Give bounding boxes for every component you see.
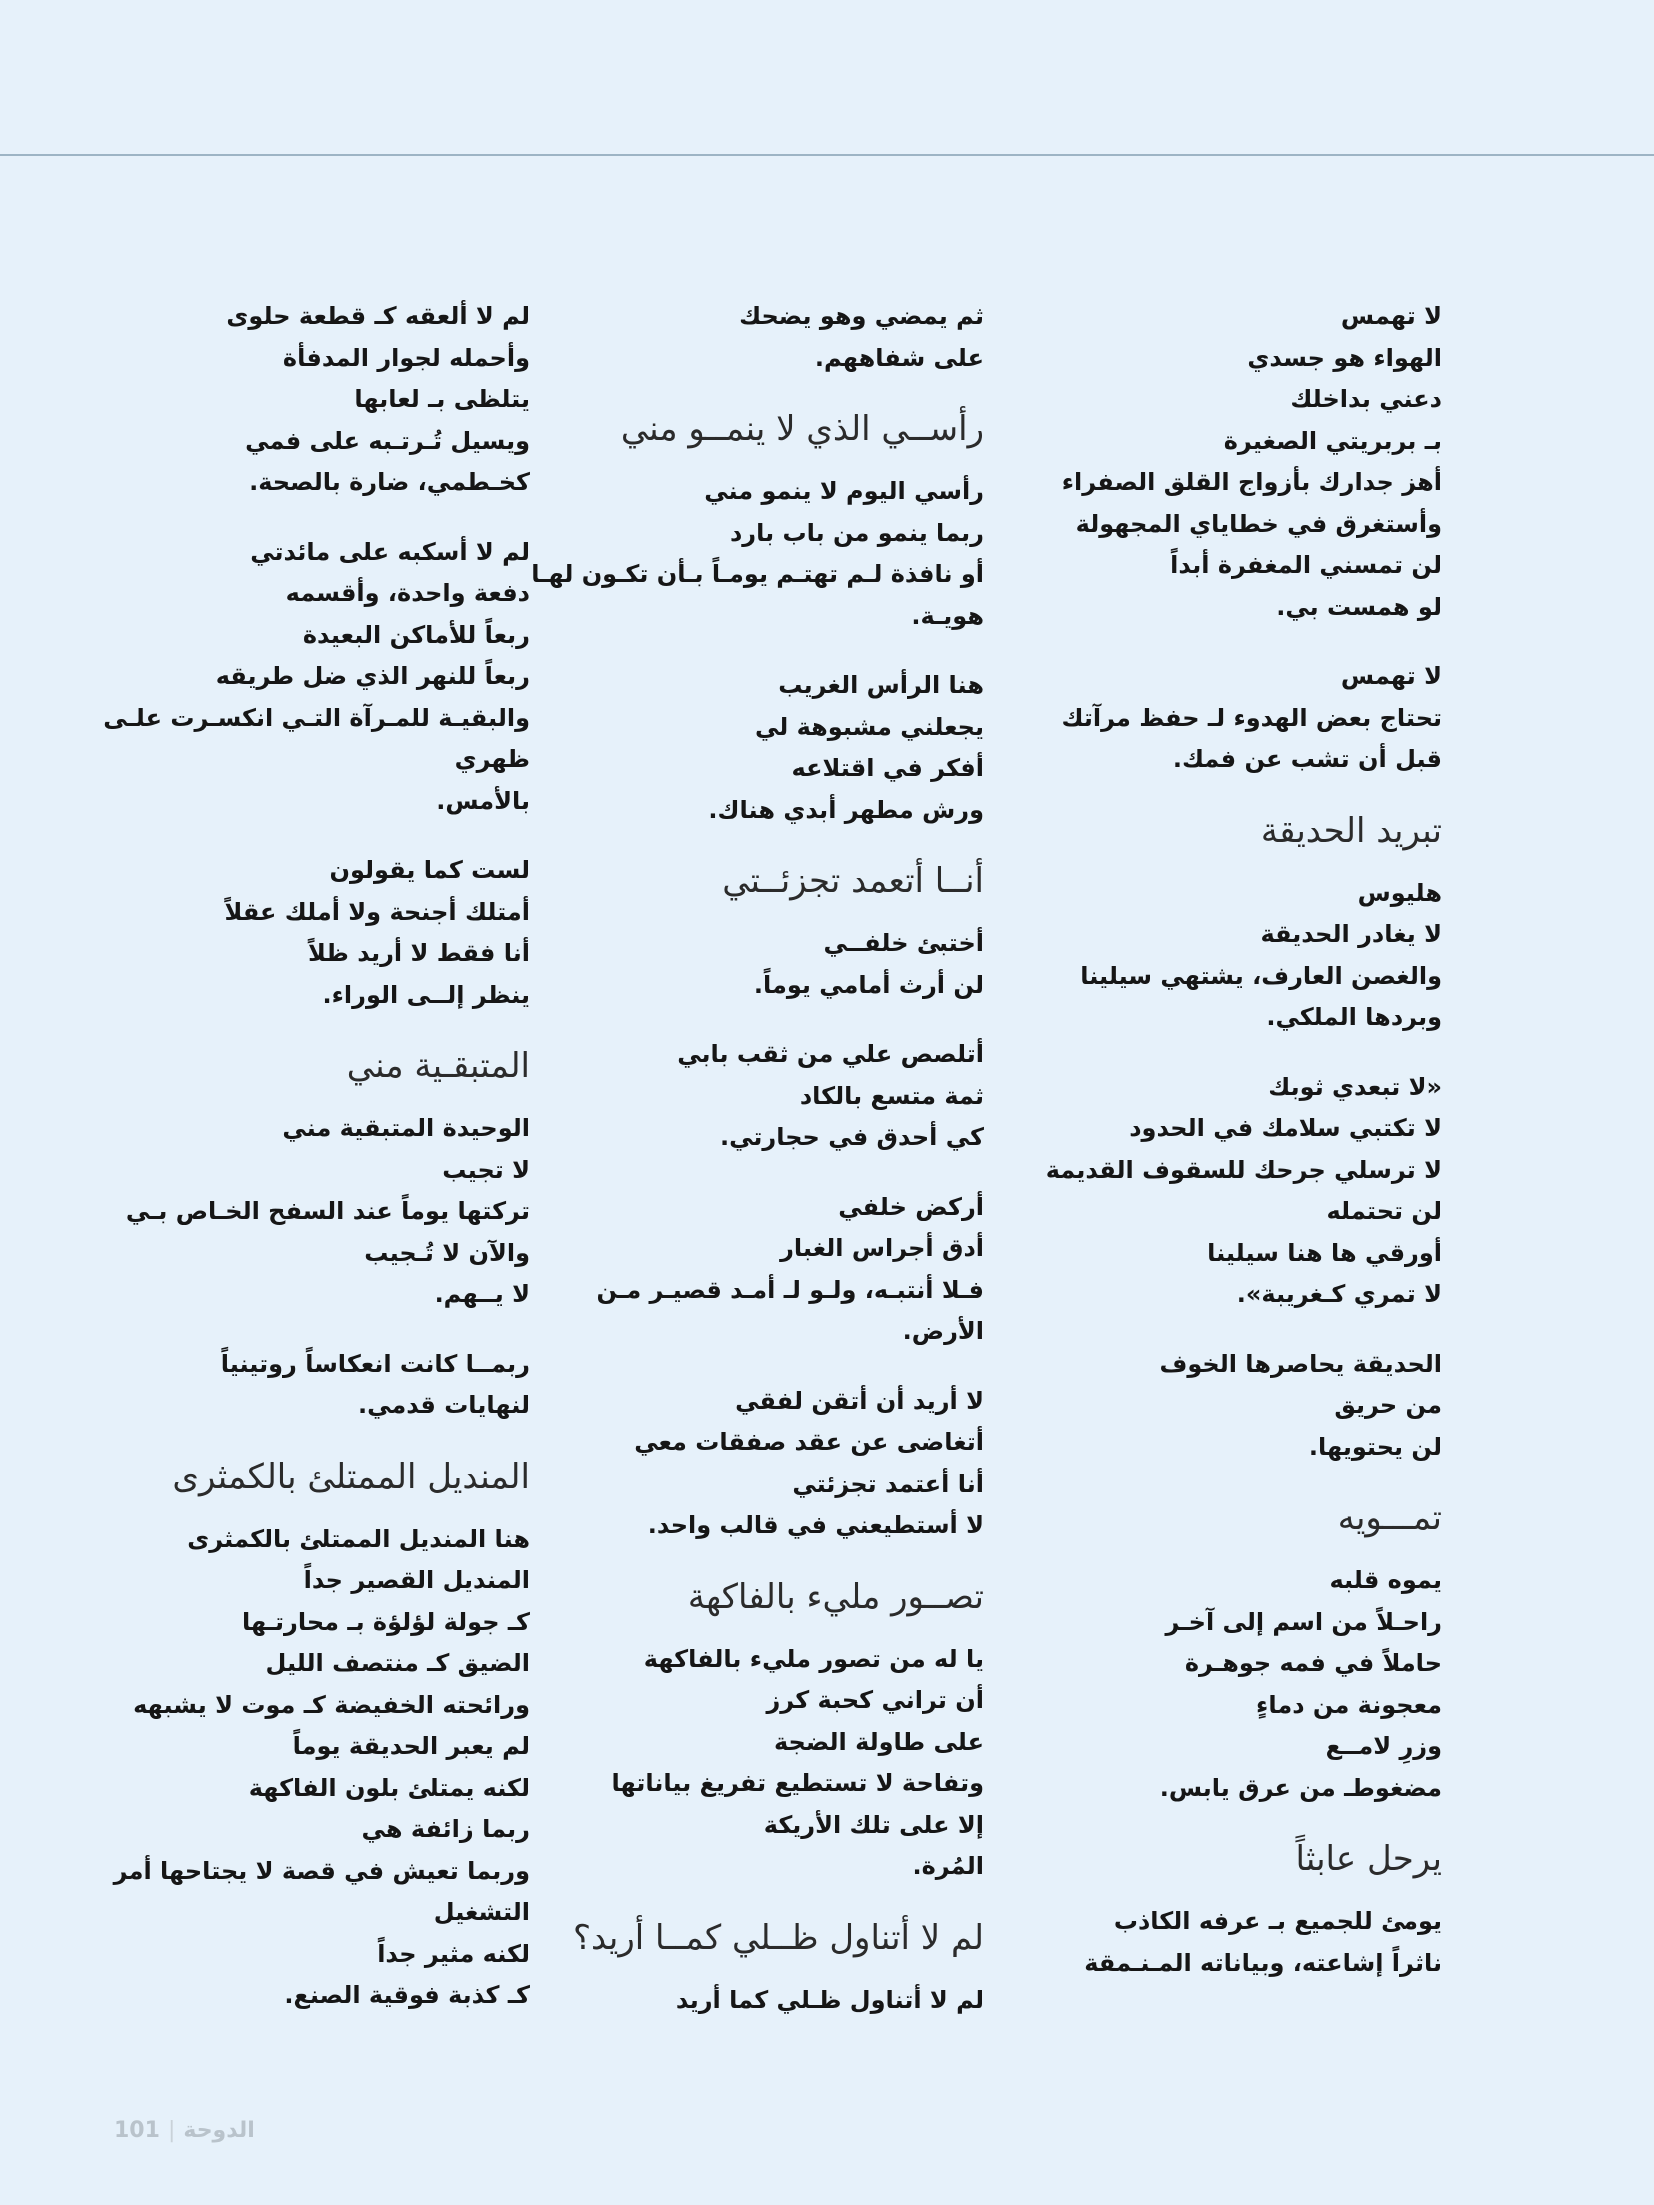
poem-title: يرحل عابثاً <box>1295 1839 1442 1879</box>
poem-line: ربما زائفة هي <box>361 1815 530 1843</box>
poem-line: على شفاههم. <box>814 343 984 372</box>
poem-title: رأســي الذي لا ينمــو مني <box>620 409 984 449</box>
poem-line: لكنه مثير جداً <box>377 1939 530 1968</box>
poem-line: والآن لا تُـجيب <box>364 1238 530 1267</box>
stanza <box>100 532 530 823</box>
poem-line: مضغوطـ من عرق يابس. <box>1159 1773 1442 1802</box>
poem-title: لم لا أتناول ظــلي كمــا أريد؟ <box>573 1917 984 1958</box>
poem-line: ثمة متسع بالكاد <box>799 1081 984 1110</box>
poem-line: ربمــا كانت انعكاساً روتينياً <box>220 1349 530 1378</box>
stanza <box>554 1034 984 1159</box>
poem-line: وبردها الملكي. <box>1266 1003 1442 1031</box>
stanza <box>100 1519 530 2017</box>
poem-line: لم لا أتناول ظـلي كما أريد <box>675 1985 984 2014</box>
poem-line: لن تمسني المغفرة أبداً <box>1170 551 1442 579</box>
stanza <box>100 850 530 1016</box>
poem-line: بـ بربريتي الصغيرة <box>1223 426 1442 455</box>
poem-title: المتبقـية مني <box>346 1046 530 1086</box>
poem-line: لا يــهم. <box>434 1280 530 1308</box>
poem-title: تمـــويه <box>1337 1498 1442 1538</box>
poem-line: لا يغادر الحديقة <box>1260 920 1442 948</box>
poem-line: لم لا أسكبه على مائدتي <box>250 537 530 566</box>
column-left <box>100 296 530 2045</box>
stanza <box>100 296 530 504</box>
poem-line: لن أرث أمامي يوماً. <box>753 970 984 999</box>
poem-title: تصــور مليء بالفاكهة <box>687 1576 984 1617</box>
poem-line: الأرض. <box>902 1317 984 1345</box>
poem-line: تحتاج بعض الهدوء لـ حفظ مرآتك <box>1061 703 1442 732</box>
stanza <box>1012 1560 1442 1809</box>
poem-line: لا تهمس <box>1340 302 1442 330</box>
poem-line: إلا على تلك الأريكة <box>763 1810 984 1839</box>
stanza <box>1012 873 1442 1039</box>
poem-line: الهواء هو جسدي <box>1247 343 1442 372</box>
poem-line: حاملاً في فمه جوهـرة <box>1184 1649 1442 1677</box>
poem-line: لا تكتبي سلامك في الحدود <box>1129 1114 1442 1142</box>
poem-line: هويـة. <box>911 601 984 630</box>
poem-line: يا له من تصور مليء بالفاكهة <box>643 1644 984 1673</box>
poem-line: ويسيل تُـرتـبه على فمي <box>245 426 530 455</box>
stanza <box>531 471 984 637</box>
poem-line: الضيق كـ منتصف الليل <box>265 1649 530 1677</box>
poem-line: هليوس <box>1357 878 1442 907</box>
poem-line: أتلصص علي من ثقب بابي <box>677 1040 984 1068</box>
stanza <box>1012 1901 1442 1984</box>
poem-line: ربعاً للنهر الذي ضل طريقه <box>215 662 530 690</box>
poem-line: كي أحدق في حجارتي. <box>720 1123 984 1151</box>
poem-line: أنا فقط لا أريد ظلاً <box>308 939 530 967</box>
poem-line: أنا أعتمد تجزئتي <box>792 1469 984 1498</box>
poem-line: أدق أجراس الغبار <box>780 1234 984 1262</box>
poem-title: المنديل الممتلئ بالكمثرى <box>172 1456 530 1497</box>
poem-line: ورش مطهر أبدي هناك. <box>708 795 984 824</box>
poem-line: التشغيل <box>433 1898 530 1926</box>
column-right <box>1012 296 1442 2012</box>
stanza <box>554 923 984 1006</box>
poem-line: لست كما يقولون <box>329 856 530 884</box>
poem-line: لا ترسلي جرحك للسقوف القديمة <box>1045 1155 1442 1184</box>
poem-line: بالأمس. <box>436 786 530 815</box>
stanza <box>1012 1344 1442 1469</box>
poem-line: لن تحتمله <box>1326 1197 1442 1225</box>
poem-line: أن تراني كحبة كرز <box>766 1686 984 1714</box>
poem-line: يتلظى بـ لعابها <box>354 385 530 413</box>
poem-line: أختبئ خلفــي <box>823 929 984 957</box>
poem-line: دعني بداخلك <box>1290 385 1442 413</box>
poem-line: أفكر في اقتلاعه <box>791 754 984 782</box>
poem-line: وربما تعيش في قصة لا يجتاحها أمر <box>113 1856 530 1885</box>
poem-line: قبل أن تشب عن فمك. <box>1172 745 1442 773</box>
poem-line: المُرة. <box>912 1852 984 1880</box>
poem-line: أركض خلفي <box>838 1192 984 1221</box>
poem-line: «لا تبعدي ثوبك <box>1268 1072 1442 1101</box>
poem-line: كـ كذبة فوقية الصنع. <box>284 1981 530 2009</box>
poem-line: أورقي ها هنا سيلينا <box>1207 1238 1442 1267</box>
stanza <box>100 1344 530 1427</box>
poem-line: الوحيدة المتبقية مني <box>282 1114 530 1142</box>
poem-line: أهز جدارك بأزواج القلق الصفراء <box>1061 468 1442 496</box>
poem-line: كخـطمي، ضارة بالصحة. <box>249 468 530 496</box>
poem-line: لو همست بي. <box>1276 592 1442 621</box>
poem-line: لا تمري كـغريبة». <box>1236 1280 1442 1308</box>
poem-line: ربعاً للأماكن البعيدة <box>302 620 530 649</box>
header-rule <box>0 154 1654 156</box>
stanza <box>554 1381 984 1547</box>
poem-line: على طاولة الضجة <box>773 1727 984 1756</box>
stanza <box>554 1187 984 1353</box>
page-number: 101 <box>114 2118 160 2143</box>
poem-line: وأستغرق في خطاياي المجهولة <box>1075 509 1442 538</box>
footer-separator: | <box>167 2118 176 2143</box>
poem-line: وأحمله لجوار المدفأة <box>282 343 530 372</box>
poem-line: راحـلاً من اسم إلى آخـر <box>1165 1607 1442 1636</box>
poem-line: لن يحتويها. <box>1308 1432 1442 1461</box>
poem-line: أمتلك أجنحة ولا أملك عقلاً <box>224 897 530 926</box>
stanza <box>554 665 984 831</box>
poem-title: تبريد الحديقة <box>1260 810 1442 851</box>
stanza <box>1012 1067 1442 1316</box>
poem-line: وتفاحة لا تستطيع تفريغ بياناتها <box>611 1769 984 1797</box>
poem-line: تركتها يوماً عند السفح الخـاص بـي <box>125 1197 530 1225</box>
poem-line: ظهري <box>454 745 530 773</box>
stanza <box>554 1980 984 2022</box>
poem-line: ناثراً إشاعته، وبياناته المـنـمقة <box>1084 1948 1442 1977</box>
poem-line: لكنه يمتلئ بلون الفاكهة <box>248 1773 530 1802</box>
poem-line: الحديقة يحاصرها الخوف <box>1159 1349 1442 1378</box>
poem-line: لنهايات قدمي. <box>358 1391 530 1419</box>
poem-line: لا أريد أن أتقن لفقي <box>735 1386 984 1415</box>
poem-line: وزرِ لامــع <box>1325 1732 1442 1760</box>
poem-line: رأسي اليوم لا ينمو مني <box>704 477 984 505</box>
poem-line: ثم يمضي وهو يضحك <box>739 302 984 330</box>
poem-title: أنــا أتعمد تجزئــتي <box>722 861 984 901</box>
poem-line: من حريق <box>1334 1391 1442 1419</box>
poem-line: يومئ للجميع بـ عرفه الكاذب <box>1113 1907 1442 1935</box>
stanza <box>554 1639 984 1888</box>
poem-line: لم لا ألعقه كـ قطعة حلوى <box>226 302 530 330</box>
page-footer <box>114 2118 255 2143</box>
stanza <box>1012 296 1442 628</box>
poem-line: ينظر إلــى الوراء. <box>322 980 530 1009</box>
poem-line: معجونة من دماءٍ <box>1256 1690 1442 1719</box>
poem-line: والبقيـة للمـرآة التـي انكسـرت علـى <box>103 703 530 732</box>
stanza <box>554 296 984 379</box>
magazine-name: الدوحة <box>183 2118 255 2143</box>
poem-line: لا تهمس <box>1340 662 1442 690</box>
poem-line: دفعة واحدة، وأقسمه <box>285 579 530 607</box>
poem-line: كـ جولة لؤلؤة بـ محارتـها <box>241 1607 530 1636</box>
poem-line: أتغاضى عن عقد صفقات معي <box>634 1428 984 1456</box>
poem-line: لا أستطيعني في قالب واحد. <box>647 1511 984 1539</box>
stanza <box>100 1108 530 1316</box>
poem-line: هنا الرأس الغريب <box>778 671 984 699</box>
poem-line: ربما ينمو من باب بارد <box>729 518 984 547</box>
column-middle <box>531 296 984 2049</box>
stanza <box>1012 656 1442 781</box>
poem-line: يموه قلبه <box>1329 1566 1442 1594</box>
poem-line: فـلا أنتبـه، ولـو لـ أمـد قصيـر مـن <box>596 1275 984 1304</box>
poem-line: المنديل القصير جداً <box>303 1566 530 1594</box>
poem-line: لا تجيب <box>442 1155 530 1184</box>
poem-line: يجعلني مشبوهة لي <box>754 712 984 741</box>
poem-line: ورائحته الخفيضة كـ موت لا يشبهه <box>133 1690 530 1719</box>
poem-line: لم يعبر الحديقة يوماً <box>292 1732 530 1760</box>
poem-line: هنا المنديل الممتلئ بالكمثرى <box>187 1524 530 1553</box>
poem-line: والغصن العارف، يشتهي سيلينا <box>1080 961 1442 990</box>
poem-line: أو نافذة لـم تهتـم يومـاً بـأن تكـون لهـا <box>531 560 984 588</box>
